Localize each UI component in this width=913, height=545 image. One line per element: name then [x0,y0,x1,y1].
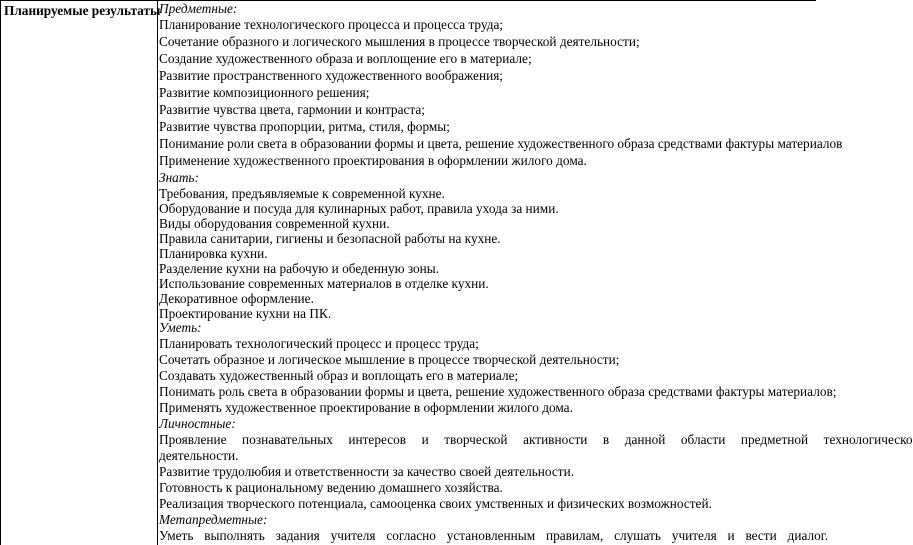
subject-heading: Предметные: [159,1,238,16]
subject-item: Развитие чувства цвета, гармонии и контраста; [159,102,425,117]
subject-item: Развитие композиционного решения; [159,85,370,100]
row-header-planned-results: Планируемые результаты [4,3,161,18]
subject-item: Развитие пространственного художественного воображения; [159,68,503,83]
personal-item: Реализация творческого потенциала, самооценка своих умственных и физических возможностей. [159,496,712,511]
know-item: Планировка кухни. [159,246,268,261]
subject-item: Планирование технологического процесса и процесса труда; [159,17,504,32]
personal-heading: Личностные: [159,416,236,431]
table-border-top [0,0,816,1]
subject-item: Сочетание образного и логического мышления в процессе творческой деятельности; [159,34,640,49]
personal-item: Готовность к рациональному ведению домашнего хозяйства. [159,480,503,495]
know-item: Проектирование кухни на ПК. [159,306,332,321]
subject-item: Применение художественного проектирования в оформлении жилого дома. [159,153,587,168]
subject-item: Развитие чувства пропорции, ритма, стиля, формы; [159,119,450,134]
know-item: Оборудование и посуда для кулинарных работ, правила ухода за ними. [159,201,559,216]
table-border-left [0,0,1,545]
know-item: Правила санитарии, гигиены и безопасной работы на кухне. [159,231,501,246]
can-item: Сочетать образное и логическое мышление в процессе творческой деятельности; [159,352,620,367]
subject-item: Создание художественного образа и воплощение его в материале; [159,51,532,66]
meta-heading: Метапредметные: [159,512,268,527]
can-item: Планировать технологический процесс и процесс труда; [159,336,479,351]
can-item: Создавать художественный образ и воплощать его в материале; [159,368,519,383]
know-item: Требования, предъявляемые к современной кухне. [159,186,445,201]
know-item: Разделение кухни на рабочую и обеденную зоны. [159,261,440,276]
personal-item: Развитие трудолюбия и ответственности за качество своей деятельности. [159,464,575,479]
can-heading: Уметь: [159,320,202,335]
can-item: Понимать роль света в образовании формы и цвета, решение художественного образа средствами фактуры материалов; [159,384,837,399]
know-item: Использование современных материалов в отделке кухни. [159,276,489,291]
know-heading: Знать: [159,170,199,185]
can-item: Применять художественное проектирование в оформлении жилого дома. [159,400,573,415]
know-item: Декоративное оформление. [159,291,314,306]
know-item: Виды оборудования современной кухни. [159,216,390,231]
personal-item: Проявление познавательных интересов и творческой активности в данной области предметной технологическо [159,432,913,447]
meta-item: Уметь выполнять задания учителя согласно установленным правилам, слушать учителя и вести диалог. [159,528,829,543]
personal-item: деятельности. [159,448,239,463]
subject-item: Понимание роли света в образовании формы и цвета, решение художественного образа средствами фактуры материалов [159,136,843,151]
table-column-divider [157,0,158,545]
